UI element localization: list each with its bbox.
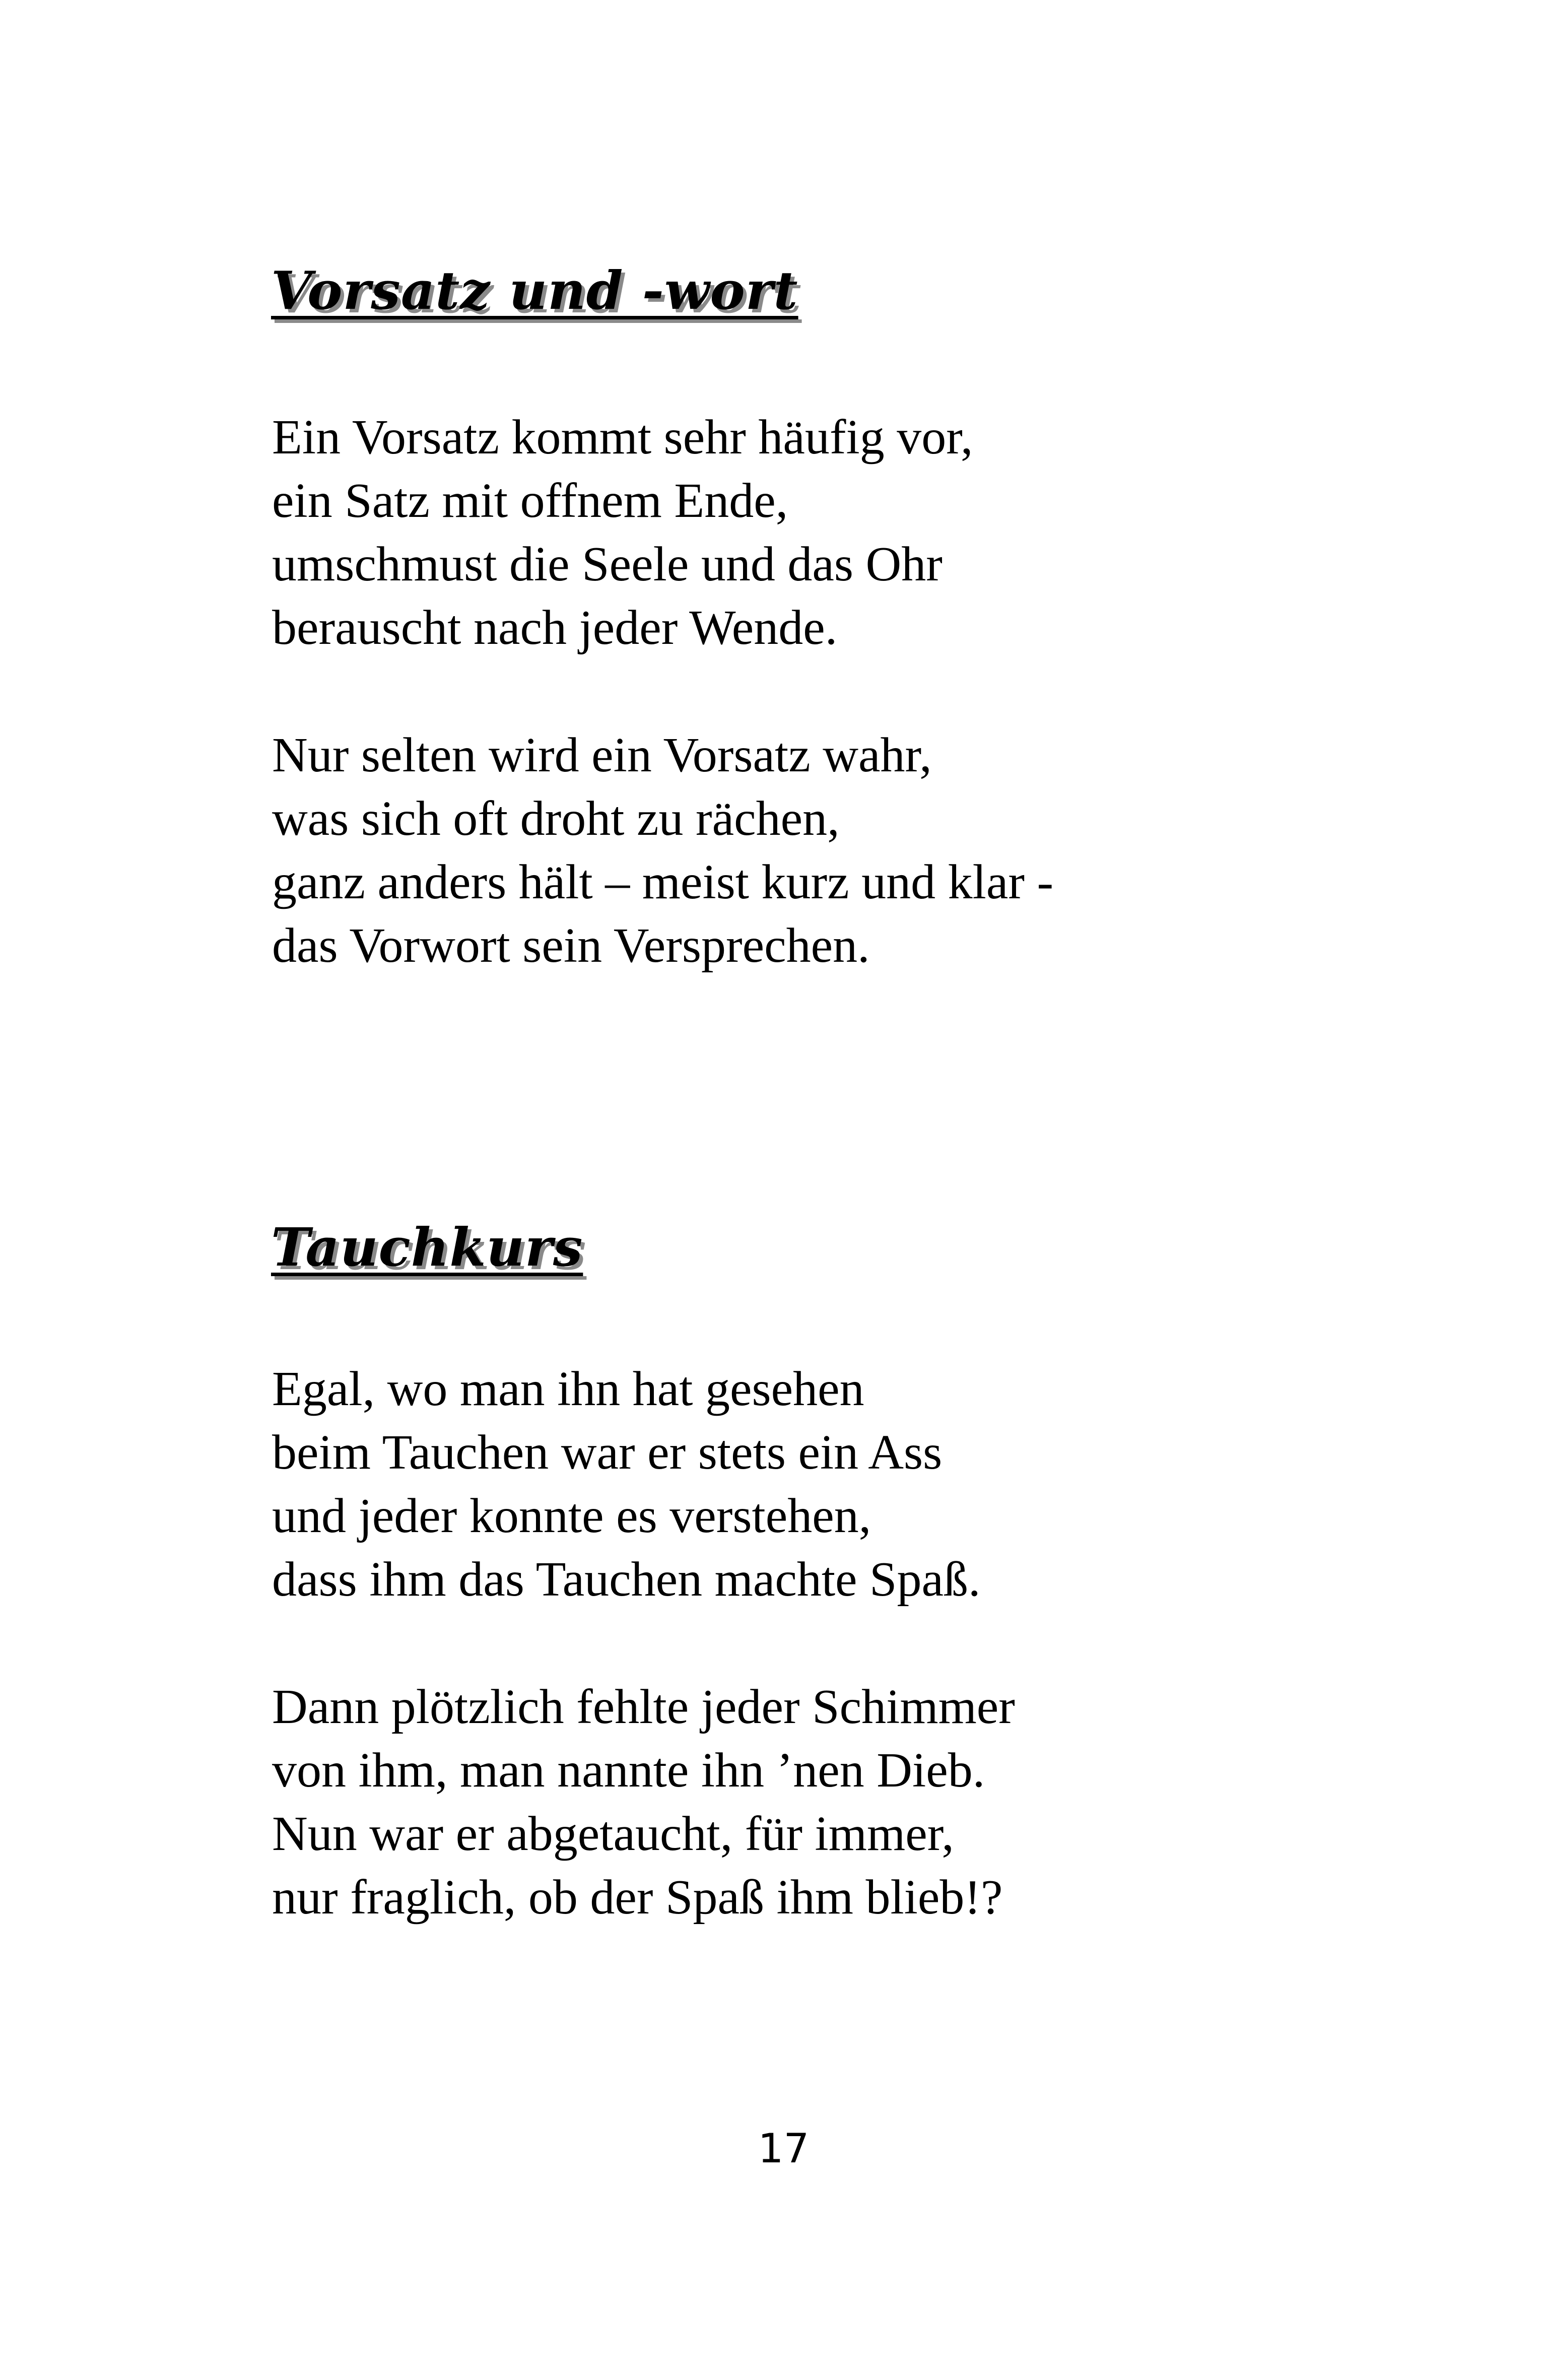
poem-title: Tauchkurs <box>271 1216 583 1278</box>
verse-line: Nun war er abgetaucht, für immer, <box>272 1807 954 1861</box>
page-number: 17 <box>758 2125 810 2172</box>
stanza <box>272 1675 1015 1929</box>
verse-line: beim Tauchen war er stets ein Ass <box>272 1425 943 1480</box>
stanza <box>272 406 973 659</box>
verse-line: Nur selten wird ein Vorsatz wahr, <box>272 728 932 782</box>
verse-line: umschmust die Seele und das Ohr <box>272 537 943 591</box>
verse-line: von ihm, man nannte ihn ’nen Dieb. <box>272 1743 985 1798</box>
verse-line: berauscht nach jeder Wende. <box>272 601 838 655</box>
verse-line: und jeder konnte es verstehen, <box>272 1489 871 1543</box>
verse-line: ganz anders hält – meist kurz und klar - <box>272 855 1054 909</box>
stanza <box>272 723 1053 977</box>
verse-line: nur fraglich, ob der Spaß ihm blieb!? <box>272 1870 1003 1925</box>
poem-title: Vorsatz und -wort <box>271 259 798 321</box>
verse-line: Dann plötzlich fehlte jeder Schimmer <box>272 1680 1015 1734</box>
verse-line: dass ihm das Tauchen machte Spaß. <box>272 1552 981 1607</box>
verse-line: das Vorwort sein Versprechen. <box>272 918 870 973</box>
verse-line: was sich oft droht zu rächen, <box>272 791 840 846</box>
verse-line: Ein Vorsatz kommt sehr häufig vor, <box>272 410 973 465</box>
verse-line: Egal, wo man ihn hat gesehen <box>272 1362 864 1416</box>
stanza <box>272 1357 981 1611</box>
verse-line: ein Satz mit offnem Ende, <box>272 474 788 528</box>
